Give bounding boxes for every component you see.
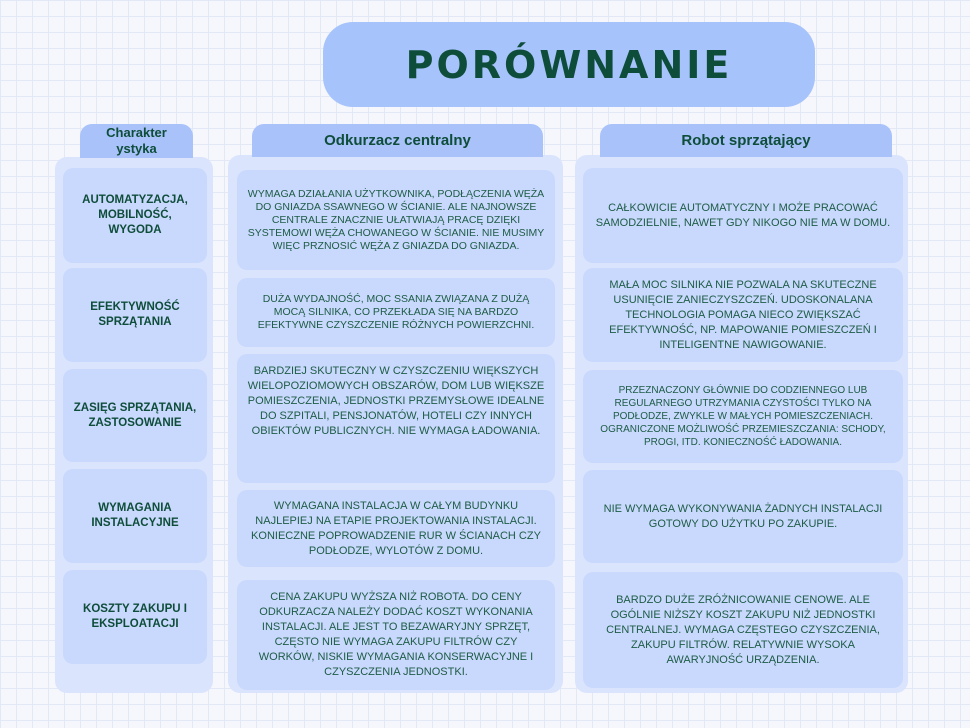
robot-header: Robot sprzątający bbox=[600, 124, 892, 157]
central-cell: WYMAGA DZIAŁANIA UŻYTKOWNIKA, PODŁĄCZENIA WĘŻA DO GNIAZDA SSAWNEGO W ŚCIANIE. ALE NAJNOWSZE CENTRALE ZNACZNIE UŁATWIAJĄ PRACĘ DZIĘKI SYSTEMOWI WĘŻA CHOWANEGO W ŚCIANIE. NIE MUSIMY WIĘC PRZNOSIĆ WĘŻA Z GNIAZDA DO GNIAZDA. bbox=[237, 170, 555, 270]
central-cell: DUŻA WYDAJNOŚĆ, MOC SSANIA ZWIĄZANA Z DUŻĄ MOCĄ SILNIKA, CO PRZEKŁADA SIĘ NA BARDZO EFEKTYWNE CZYSZCZENIE RÓŻNYCH POWIERZCHNI. bbox=[237, 278, 555, 347]
criteria-label: WYMAGANIA INSTALACYJNE bbox=[63, 469, 207, 563]
criteria-label: KOSZTY ZAKUPU I EKSPLOATACJI bbox=[63, 570, 207, 664]
central-header: Odkurzacz centralny bbox=[252, 124, 543, 157]
criteria-label: ZASIĘG SPRZĄTANIA, ZASTOSOWANIE bbox=[63, 369, 207, 462]
criteria-label: AUTOMATYZACJA, MOBILNOŚĆ, WYGODA bbox=[63, 168, 207, 263]
criteria-header: Charakter ystyka bbox=[80, 124, 193, 158]
robot-cell: NIE WYMAGA WYKONYWANIA ŻADNYCH INSTALACJI GOTOWY DO UŻYTKU PO ZAKUPIE. bbox=[583, 470, 903, 563]
criteria-label: EFEKTYWNOŚĆ SPRZĄTANIA bbox=[63, 268, 207, 362]
central-cell: BARDZIEJ SKUTECZNY W CZYSZCZENIU WIĘKSZYCH WIELOPOZIOMOWYCH OBSZARÓW, DOM LUB WIĘKSZE POMIESZCZENIA, JEDNOSTKI PRZEMYSŁOWE IDEALNE DO SZPITALI, PENSJONATÓW, HOTELI CZY INNYCH OBIEKTÓW PUBLICZNYCH. NIE WYMAGA ŁADOWANIA. bbox=[237, 354, 555, 483]
central-cell: CENA ZAKUPU WYŻSZA NIŻ ROBOTA. DO CENY ODKURZACZA NALEŻY DODAĆ KOSZT WYKONANIA INSTALACJI. ALE JEST TO BEZAWARYJNY SPRZĘT, CZĘSTO NIE WYMAGA ZAKUPU FILTRÓW CZY WORKÓW, NISKIE WYMAGANIA KONSERWACYJNE I CZYSZCZENIA JEDNOSTKI. bbox=[237, 580, 555, 690]
page-title: PORÓWNANIE bbox=[323, 22, 815, 107]
robot-cell: PRZEZNACZONY GŁÓWNIE DO CODZIENNEGO LUB REGULARNEGO UTRZYMANIA CZYSTOŚCI TYLKO NA PODŁODZE, ZWYKLE W MAŁYCH POMIESZCZENIACH. OGRANICZONE MOŻLIWOŚĆ PRZEMIESZCZANIA: SCHODY, PROGI, ITD. KONIECZNOŚĆ ŁADOWANIA. bbox=[583, 370, 903, 463]
robot-cell: BARDZO DUŻE ZRÓŻNICOWANIE CENOWE. ALE OGÓLNIE NIŻSZY KOSZT ZAKUPU NIŻ JEDNOSTKI CENTRALNEJ. WYMAGA CZĘSTEGO CZYSZCZENIA, ZAKUPU FILTRÓW. RELATYWNIE WYSOKA AWARYJNOŚĆ URZĄDZENIA. bbox=[583, 572, 903, 688]
central-cell: WYMAGANA INSTALACJA W CAŁYM BUDYNKU NAJLEPIEJ NA ETAPIE PROJEKTOWANIA INSTALACJI. KONIECZNE POPROWADZENIE RUR W ŚCIANACH CZY PODŁODZE, WYLOTÓW Z DOMU. bbox=[237, 490, 555, 567]
robot-cell: MAŁA MOC SILNIKA NIE POZWALA NA SKUTECZNE USUNIĘCIE ZANIECZYSZCZEŃ. UDOSKONALANA TECHNOLOGIA POMAGA NIECO ZWIĘKSZAĆ EFEKTYWNOŚĆ, NP. MAPOWANIE POMIESZCZEŃ I INTELIGENTNE NAWIGOWANIE. bbox=[583, 268, 903, 362]
robot-cell: CAŁKOWICIE AUTOMATYCZNY I MOŻE PRACOWAĆ SAMODZIELNIE, NAWET GDY NIKOGO NIE MA W DOMU. bbox=[583, 168, 903, 263]
